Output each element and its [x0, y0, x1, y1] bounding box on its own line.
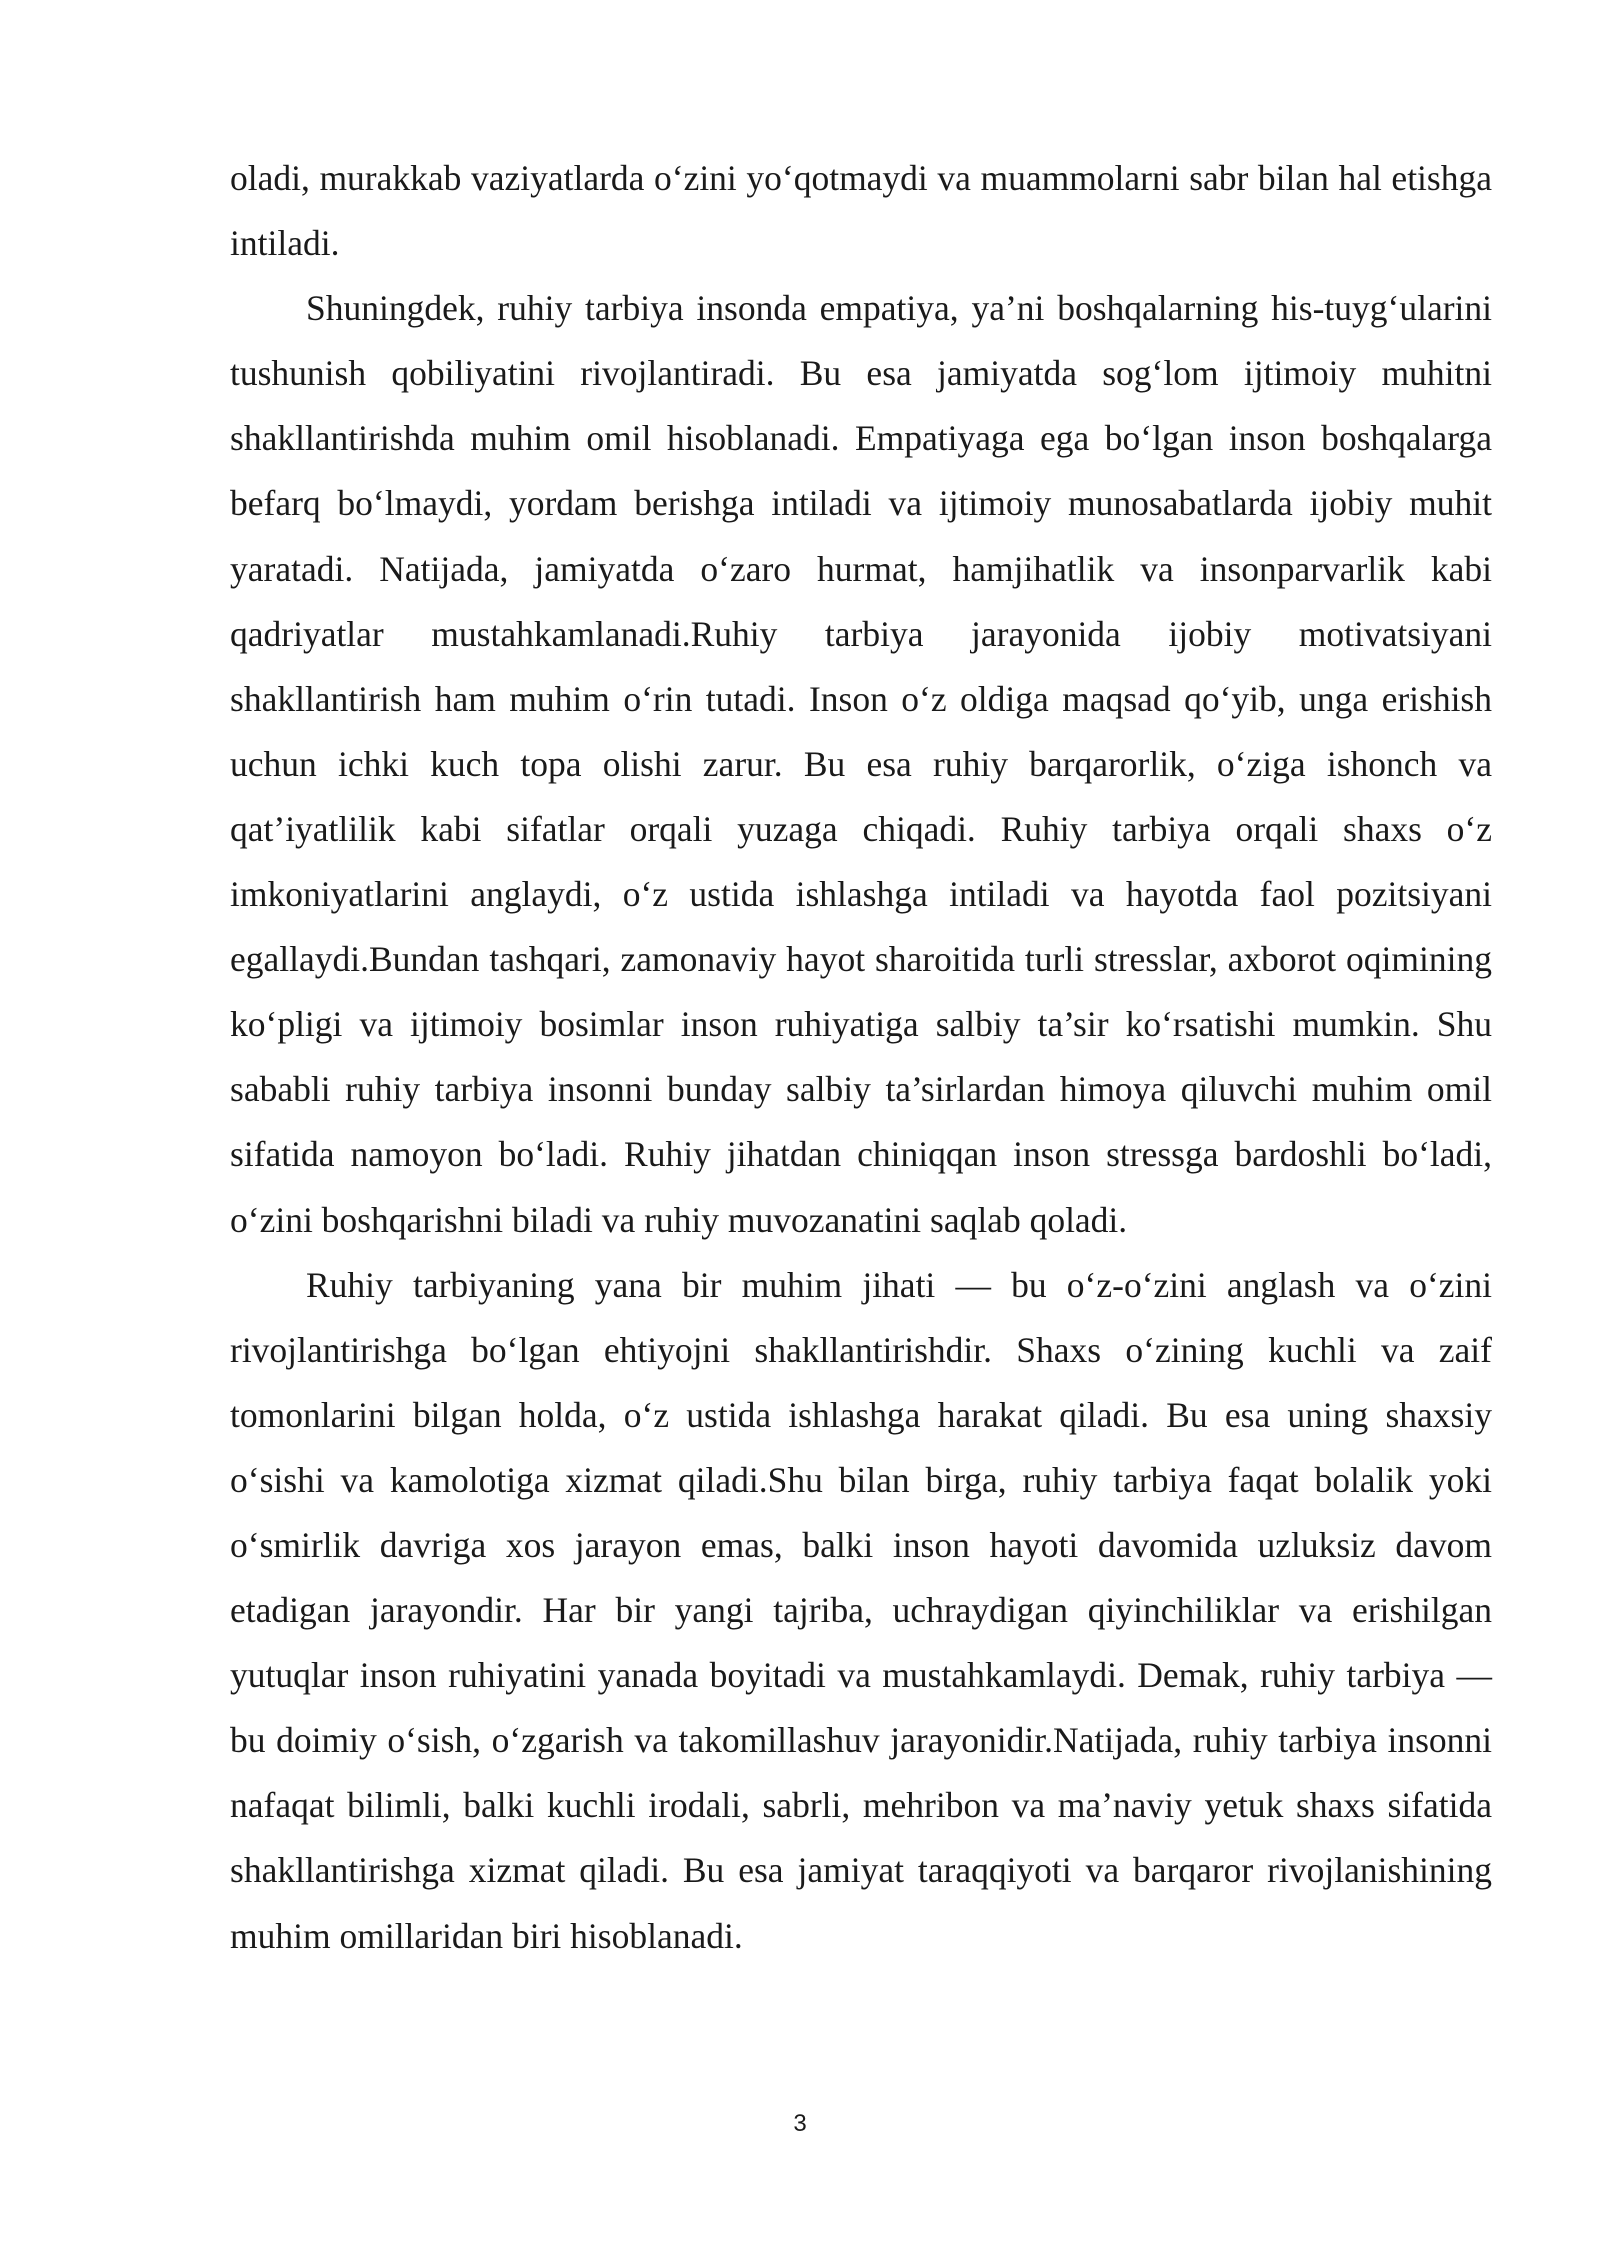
paragraph-continuation: oladi, murakkab vaziyatlarda o‘zini yo‘qotmaydi va muammolarni sabr bilan hal etishga intiladi.	[230, 158, 1492, 264]
paragraph-empathy: Shuningdek, ruhiy tarbiya insonda empatiya, ya’ni boshqalarning his-tuyg‘ularini tushunish qobiliyatini rivojlantiradi. Bu esa jamiyatda sog‘lom ijtimoiy muhitni shakllantirishda muhim omil hisoblanadi. Empatiyaga ega bo‘lgan inson boshqalarga befarq bo‘lmaydi, yordam berishga intiladi va ijtimoiy munosabatlarda ijobiy muhit yaratadi. Natijada, jamiyatda o‘zaro hurmat, hamjihatlik va insonparvarlik kabi qadriyatlar mustahkamlanadi.Ruhiy tarbiya jarayonida ijobiy motivatsiyani shakllantirish ham muhim o‘rin tutadi. Inson o‘z oldiga maqsad qo‘yib, unga erishish uchun ichki kuch topa olishi zarur. Bu esa ruhiy barqarorlik, o‘ziga ishonch va qat’iyatlilik kabi sifatlar orqali yuzaga chiqadi. Ruhiy tarbiya orqali shaxs o‘z imkoniyatlarini anglaydi, o‘z ustida ishlashga intiladi va hayotda faol pozitsiyani egallaydi.Bundan tashqari, zamonaviy hayot sharoitida turli stresslar, axborot oqimining ko‘pligi va ijtimoiy bosimlar inson ruhiyatiga salbiy ta’sir ko‘rsatishi mumkin. Shu sababli ruhiy tarbiya insonni bunday salbiy ta’sirlardan himoya qiluvchi muhim omil sifatida namoyon bo‘ladi. Ruhiy jihatdan chiniqqan inson stressga bardoshli bo‘ladi, o‘zini boshqarishni biladi va ruhiy muvozanatini saqlab qoladi.	[230, 288, 1492, 1240]
body-text	[230, 146, 1492, 1969]
page-number: 3	[793, 2110, 807, 2137]
paragraph-self-awareness: Ruhiy tarbiyaning yana bir muhim jihati — bu o‘z-o‘zini anglash va o‘zini rivojlantirishga bo‘lgan ehtiyojni shakllantirishdir. Shaxs o‘zining kuchli va zaif tomonlarini bilgan holda, o‘z ustida ishlashga harakat qiladi. Bu esa uning shaxsiy o‘sishi va kamolotiga xizmat qiladi.Shu bilan birga, ruhiy tarbiya faqat bolalik yoki o‘smirlik davriga xos jarayon emas, balki inson hayoti davomida uzluksiz davom etadigan jarayondir. Har bir yangi tajriba, uchraydigan qiyinchiliklar va erishilgan yutuqlar inson ruhiyatini yanada boyitadi va mustahkamlaydi. Demak, ruhiy tarbiya — bu doimiy o‘sish, o‘zgarish va takomillashuv jarayonidir.Natijada, ruhiy tarbiya insonni nafaqat bilimli, balki kuchli irodali, sabrli, mehribon va ma’naviy yetuk shaxs sifatida shakllantirishga xizmat qiladi. Bu esa jamiyat taraqqiyoti va barqaror rivojlanishining muhim omillaridan biri hisoblanadi.	[230, 1264, 1492, 1956]
